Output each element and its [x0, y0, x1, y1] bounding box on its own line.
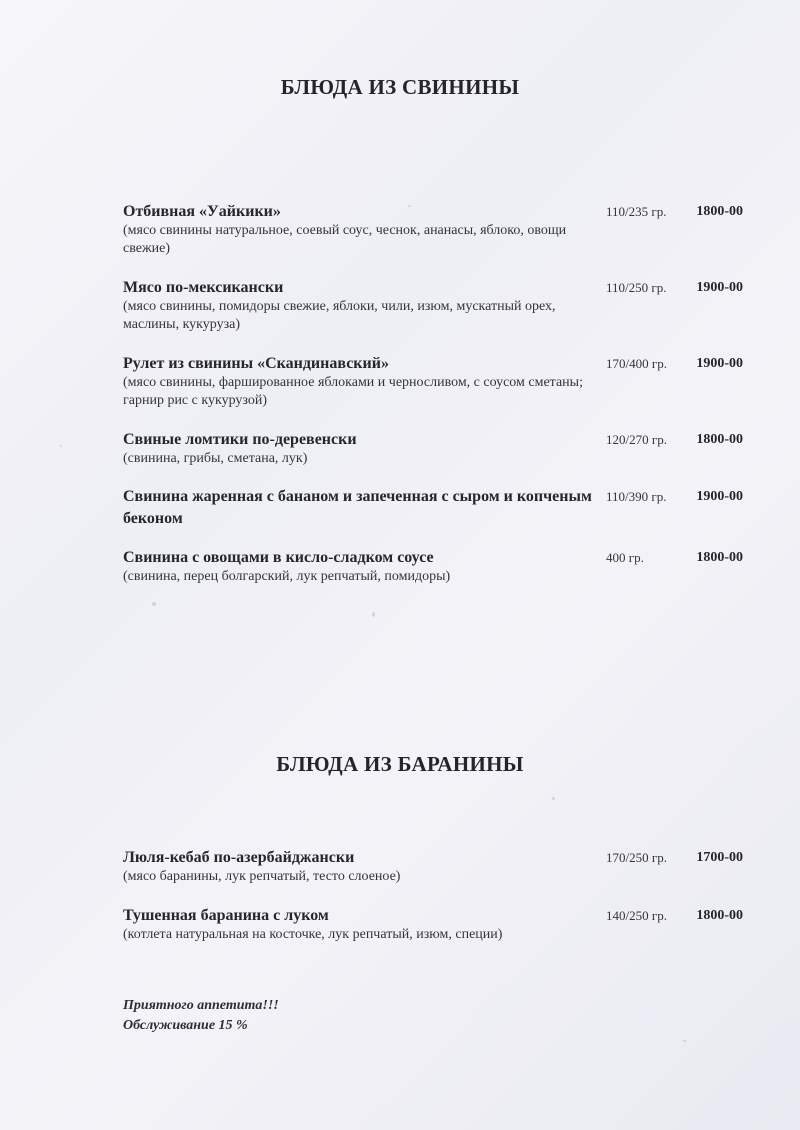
- footer-service-charge: Обслуживание 15 %: [123, 1018, 248, 1033]
- dish-price: 1900-00: [696, 280, 743, 295]
- dish-weight: 110/390 гр.: [606, 489, 667, 504]
- dish-weight: 400 гр.: [606, 550, 644, 565]
- menu-item: [123, 353, 743, 410]
- dish-price: 1800-00: [696, 550, 743, 565]
- menu-item: [123, 277, 743, 334]
- dish-description: (мясо свинины, помидоры свежие, яблоки, чили, изюм, мускатный орех, маслины, кукуруза): [123, 299, 556, 332]
- section-title-lamb: БЛЮДА ИЗ БАРАНИНЫ: [276, 752, 524, 776]
- dish-description: (мясо свинины, фаршированное яблоками и черносливом, с соусом сметаны; гарнир рис с кукурузой): [123, 375, 583, 408]
- section-title-pork: БЛЮДА ИЗ СВИНИНЫ: [280, 75, 520, 99]
- paper-speck: [152, 602, 156, 606]
- paper-speck: [683, 1040, 686, 1042]
- menu-footer: [123, 996, 523, 1036]
- dish-price: 1700-00: [696, 850, 743, 865]
- dish-description: (свинина, грибы, сметана, лук): [123, 451, 308, 466]
- menu-item: [123, 905, 743, 944]
- dish-weight: 170/250 гр.: [606, 850, 667, 865]
- menu-item: [123, 847, 743, 886]
- paper-speck: [60, 445, 62, 447]
- dish-name: Мясо по-мексикански: [123, 279, 284, 296]
- dish-name: Рулет из свинины «Скандинавский»: [123, 355, 389, 372]
- dish-price: 1800-00: [696, 204, 743, 219]
- dish-name: Свинина жаренная с бананом и запеченная с сыром и копченым беконом: [123, 488, 592, 527]
- dish-price: 1800-00: [696, 432, 743, 447]
- paper-speck: [372, 612, 375, 617]
- dish-weight: 170/400 гр.: [606, 356, 667, 371]
- dish-name: Свиные ломтики по-деревенски: [123, 431, 357, 448]
- footer-greeting: Приятного аппетита!!!: [123, 998, 279, 1013]
- dish-weight: 120/270 гр.: [606, 432, 667, 447]
- dish-price: 1900-00: [696, 489, 743, 504]
- dish-price: 1800-00: [696, 908, 743, 923]
- menu-item: [123, 486, 743, 530]
- menu-item: [123, 201, 743, 258]
- dish-name: Отбивная «Уайкики»: [123, 203, 281, 220]
- dish-name: Свинина с овощами в кисло-сладком соусе: [123, 549, 434, 566]
- dish-name: Тушенная баранина с луком: [123, 907, 329, 924]
- dish-description: (мясо баранины, лук репчатый, тесто слоеное): [123, 869, 401, 884]
- menu-item: [123, 547, 743, 586]
- menu-item: [123, 429, 743, 468]
- dish-description: (мясо свинины натуральное, соевый соус, чеснок, ананасы, яблоко, овощи свежие): [123, 223, 567, 256]
- dish-weight: 140/250 гр.: [606, 908, 667, 923]
- dish-weight: 110/235 гр.: [606, 204, 667, 219]
- paper-speck: [552, 797, 555, 800]
- dish-name: Люля-кебаб по-азербайджански: [123, 849, 355, 866]
- dish-price: 1900-00: [696, 356, 743, 371]
- dish-description: (свинина, перец болгарский, лук репчатый, помидоры): [123, 569, 451, 584]
- dish-weight: 110/250 гр.: [606, 280, 667, 295]
- dish-description: (котлета натуральная на косточке, лук репчатый, изюм, специи): [123, 927, 503, 942]
